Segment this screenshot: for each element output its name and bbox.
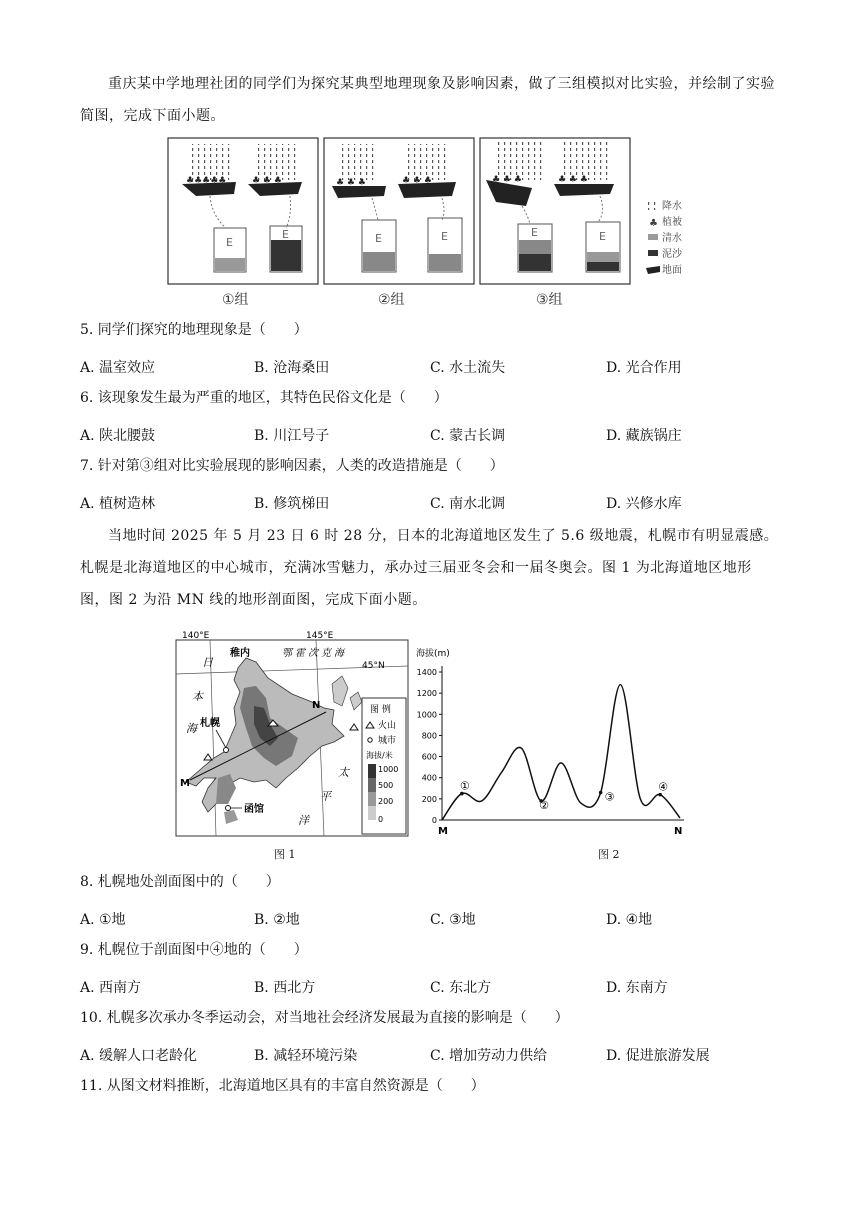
question-8-stem: 8. 札幌地处剖面图中的（ ） [80,874,280,890]
question-10-stem: 10. 札幌多次承办冬季运动会，对当地社会经济发展最为直接的影响是（ ） [80,1010,569,1026]
q6-option-b[interactable]: B. 川江号子 [254,428,330,444]
svg-text:E: E [441,230,448,243]
profile-y-tick-label: 1000 [416,710,437,720]
q7-option-b[interactable]: B. 修筑梯田 [254,496,330,512]
svg-text:E: E [226,236,233,249]
elev-tick-1000: 1000 [378,765,399,774]
wakkanai-label: 稚内 [230,648,250,659]
sapporo-label: 札幌 [200,718,220,729]
svg-text:♣♣♣♣♣: ♣♣♣♣♣ [186,176,227,186]
profile-x-label-n: N [674,826,683,837]
profile-point-dot [599,791,603,795]
q5-option-c[interactable]: C. 水土流失 [430,360,506,376]
q5-option-d[interactable]: D. 光合作用 [606,360,682,376]
q8-option-b[interactable]: B. ②地 [254,912,300,928]
svg-text:♣ ♣ ♣: ♣ ♣ ♣ [336,178,366,188]
legend-vegetation: 植被 [662,217,682,228]
q6-option-c[interactable]: C. 蒙古长调 [430,428,506,444]
question-5-stem: 5. 同学们探究的地理现象是（ ） [80,322,308,338]
profile-point-label: ④ [658,780,669,794]
pacific-3: 洋 [298,814,309,827]
pacific-1: 太 [338,766,349,779]
svg-text:E: E [375,232,382,245]
q6-option-a[interactable]: A. 陕北腰鼓 [80,428,156,444]
q8-option-c[interactable]: C. ③地 [430,912,476,928]
legend-clear-water: 清水 [662,233,682,244]
pacific-2: 平 [320,790,331,803]
experiment-figure [166,136,706,312]
group3-label: ③组 [536,292,563,308]
q10-option-c[interactable]: C. 增加劳动力供给 [430,1048,548,1064]
q10-option-a[interactable]: A. 缓解人口老龄化 [80,1048,198,1064]
map-legend-title: 图 例 [370,705,391,715]
q9-option-c[interactable]: C. 东北方 [430,980,492,996]
svg-text:E: E [599,230,606,243]
profile-x-label-m: M [438,826,448,837]
hakodate-city-dot [226,806,231,811]
question-6-stem: 6. 该现象发生最为严重的地区，其特色民俗文化是（ ） [80,390,448,406]
legend-elev-title: 海拔/米 [366,751,393,760]
map-label-n: N [312,700,321,711]
profile-point-label: ② [539,798,550,812]
profile-y-tick-label: 1200 [416,689,437,699]
svg-text:E: E [282,228,289,241]
svg-text:♣ ♣ ♣: ♣ ♣ ♣ [492,175,522,185]
q7-option-c[interactable]: C. 南水北调 [430,496,506,512]
profile-caption: 图 2 [598,848,620,861]
intro-paragraph-2: 当地时间 2025 年 5 月 23 日 6 时 28 分，日本的北海道地区发生了 5.6 级地震，札幌市有明显震感。札幌是北海道地区的中心城市，充满冰雪魅力，承办过三届亚冬会和一届冬奥会。图 1 为北海道地区地形图，图 2 为沿 MN 线的地形剖面图，完成下面小题。 [80,528,779,608]
intro-paragraph-1: 重庆某中学地理社团的同学们为探究某典型地理现象及影响因素，做了三组模拟对比实验，并绘制了实验简图，完成下面小题。 [80,76,775,124]
q7-option-a[interactable]: A. 植树造林 [80,496,156,512]
profile-y-tick-label: 400 [421,773,437,783]
svg-text:♣: ♣ [649,218,658,229]
okhotsk-sea-label: 鄂霍次克海 [282,648,347,659]
lon-140-label: 140°E [182,631,210,641]
legend-city: 城市 [378,736,397,746]
legend-sediment: 泥沙 [662,249,682,260]
q9-option-d[interactable]: D. 东南方 [606,980,668,996]
question-7-stem: 7. 针对第③组对比实验展现的影响因素，人类的改造措施是（ ） [80,458,504,474]
q7-option-d[interactable]: D. 兴修水库 [606,496,682,512]
profile-y-tick-label: 1400 [416,668,437,677]
svg-text:♣ ♣ ♣: ♣ ♣ ♣ [252,176,282,186]
svg-text:E: E [531,226,538,239]
group3-experiment [486,142,620,272]
lat-45-label: 45°N [362,661,385,671]
q6-option-d[interactable]: D. 藏族锅庄 [606,428,682,444]
svg-text:♣ ♣ ♣: ♣ ♣ ♣ [558,175,588,185]
profile-point-label: ③ [604,790,615,804]
map-label-m: M [180,778,190,789]
legend-ground: 地面 [662,265,682,276]
sapporo-city-dot [224,748,229,753]
q10-option-b[interactable]: B. 减轻环境污染 [254,1048,358,1064]
profile-y-tick-label: 800 [421,731,437,741]
elev-tick-0: 0 [378,815,384,824]
q8-option-d[interactable]: D. ④地 [606,912,653,928]
sea-japan-1: 日 [202,656,213,669]
map-caption: 图 1 [274,848,296,861]
group1-experiment [182,144,302,272]
profile-y-tick-label: 600 [421,752,437,762]
q10-option-d[interactable]: D. 促进旅游发展 [606,1048,710,1064]
profile-chart [412,644,688,840]
group2-label: ②组 [378,292,405,308]
sea-japan-2: 本 [192,690,203,703]
lon-145-label: 145°E [306,631,334,641]
profile-ylabel: 海拔(m) [416,649,450,659]
legend-rain: 降水 [662,201,682,212]
profile-y-tick-label: 0 [431,816,437,825]
profile-y-tick-label: 200 [421,794,437,804]
experiment-legend [646,199,683,276]
hokkaido-map [174,628,410,838]
question-9-stem: 9. 札幌位于剖面图中④地的（ ） [80,942,308,958]
q8-option-a[interactable]: A. ①地 [80,912,126,928]
sea-japan-3: 海 [186,722,197,735]
q5-option-b[interactable]: B. 沧海桑田 [254,360,330,376]
elev-tick-200: 200 [378,797,394,806]
map-legend [362,698,406,834]
question-11-stem: 11. 从图文材料推断，北海道地区具有的丰富自然资源是（ ） [80,1078,485,1094]
q5-option-a[interactable]: A. 温室效应 [80,360,156,376]
group1-label: ①组 [222,292,249,308]
city-icon [368,738,372,742]
group2-experiment [332,144,462,272]
profile-point-label: ① [459,779,470,793]
legend-volcano: 火山 [378,721,397,731]
hakodate-label: 函馆 [244,804,264,815]
profile-elevation-line [442,685,680,820]
elev-tick-500: 500 [378,781,394,790]
q9-option-b[interactable]: B. 西北方 [254,980,316,996]
svg-text:♣ ♣ ♣: ♣ ♣ ♣ [402,176,432,186]
q9-option-a[interactable]: A. 西南方 [80,980,142,996]
